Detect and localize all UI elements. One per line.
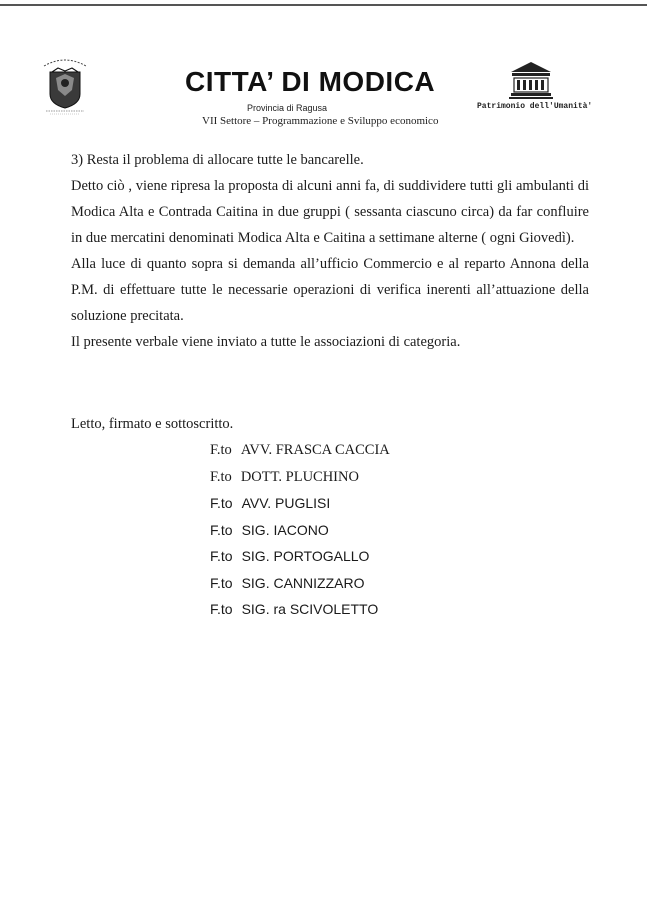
signatory-name: DOTT. PLUCHINO	[240, 468, 359, 485]
city-crest-logo	[36, 52, 94, 118]
signature-line	[210, 570, 390, 597]
signature-line	[210, 543, 390, 570]
paragraph-distribution: Il presente verbale viene inviato a tutte le associazioni di categoria.	[71, 334, 461, 350]
paragraph-delegation: Alla luce di quanto sopra si demanda all’ufficio Commercio e al reparto Annona della P.M. di effettuare tutte le necessarie operazioni di verifica inerenti all’attuazione della soluzione precitata.	[71, 256, 589, 324]
paragraph-point-3: 3) Resta il problema di allocare tutte le bancarelle.	[71, 152, 364, 168]
signature-line	[210, 596, 390, 623]
signature-line	[210, 517, 390, 544]
signatory-name: AVV. PUGLISI	[241, 495, 331, 511]
signatory-name: SIG. PORTOGALLO	[241, 548, 370, 564]
signature-line	[210, 464, 390, 491]
scan-top-edge	[0, 4, 647, 6]
signature-line	[210, 437, 390, 464]
city-title: CITTA’ DI MODICA	[185, 66, 436, 97]
signatory-name: SIG. ra SCIVOLETTO	[241, 601, 379, 617]
signature-prefix: F.to	[210, 548, 233, 564]
signoff-line: Letto, firmato e sottoscritto.	[71, 416, 234, 432]
signature-list	[210, 437, 390, 623]
unesco-caption: Patrimonio dell'Umanità'	[477, 102, 593, 111]
signature-prefix: F.to	[210, 601, 233, 617]
signature-prefix: F.to	[210, 442, 232, 458]
document-body	[71, 147, 589, 355]
sector-line: VII Settore – Programmazione e Sviluppo economico	[202, 115, 439, 127]
signatory-name: AVV. FRASCA CACCIA	[240, 442, 390, 458]
signature-prefix: F.to	[210, 521, 233, 538]
paragraph-proposal: Detto ciò , viene ripresa la proposta di alcuni anni fa, di suddividere tutti gli ambulanti di Modica Alta e Contrada Caitina in due gruppi ( sessanta ciascuno circa) da far confluire in due mercatini denominati Modica Alta e Caitina a settimane alterne ( ogni Giovedì).	[71, 178, 589, 246]
signature-line	[210, 490, 390, 517]
signatory-name: SIG. CANNIZZARO	[241, 574, 365, 591]
province-line: Provincia di Ragusa	[247, 103, 328, 113]
unesco-logo	[508, 60, 554, 100]
signature-prefix: F.to	[210, 574, 233, 591]
signature-prefix: F.to	[210, 495, 233, 511]
signatory-name: SIG. IACONO	[241, 521, 329, 538]
signature-prefix: F.to	[210, 468, 232, 485]
